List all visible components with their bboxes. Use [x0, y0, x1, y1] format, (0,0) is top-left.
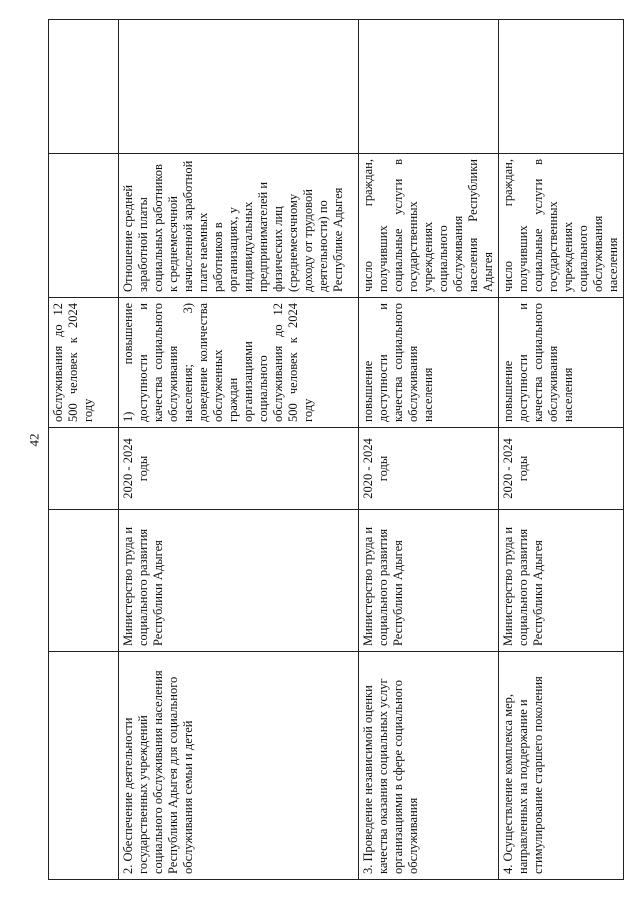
- expected-result-cell: 1) повышение доступности и качества социального обслуживания населения; 3) доведение количества обслуженных граждан организациями социального обслуживания до 12 500 человек к 2024 году: [119, 298, 359, 428]
- executor-cell: Министерство труда и социального развития Республики Адыгея: [359, 510, 499, 652]
- task-cell: 3. Проведение независимой оценки качества оказания социальных услуг организациями в сфере социального обслуживания: [359, 652, 499, 880]
- indicator2-cell: [119, 20, 359, 154]
- executor-cell: [49, 510, 119, 652]
- table-row: [49, 20, 119, 880]
- indicator2-cell: [359, 20, 499, 154]
- period-cell: 2020 - 2024 годы: [499, 428, 624, 510]
- table-row: [499, 20, 624, 880]
- program-measures-table: [48, 19, 624, 880]
- executor-cell: Министерство труда и социального развития Республики Адыгея: [499, 510, 624, 652]
- indicator2-cell: [499, 20, 624, 154]
- table-row: [119, 20, 359, 880]
- rotated-table-container: [48, 20, 620, 880]
- task-cell: [49, 652, 119, 880]
- expected-result-cell: повышение доступности и качества социального обслуживания населения: [499, 298, 624, 428]
- table-row: [359, 20, 499, 880]
- indicator2-cell: [49, 20, 119, 154]
- expected-result-cell: обслуживания до 12 500 человек к 2024 году: [49, 298, 119, 428]
- period-cell: [49, 428, 119, 510]
- indicator-cell: число граждан, получивших социальные услуги в государственных учреждениях социального обслуживания населения Республики Адыгея: [359, 154, 499, 298]
- period-cell: 2020 - 2024 годы: [359, 428, 499, 510]
- indicator-cell: число граждан, получивших социальные услуги в государственных учреждениях социального обслуживания населения: [499, 154, 624, 298]
- indicator-cell: Отношение средней заработной платы социальных работников к среднемесячной начисленной заработной плате наемных работников в организациях, у индивидуальных предпринимателей и физических лиц (среднемесячному доходу от трудовой деятельности) по Республике Адыгея: [119, 154, 359, 298]
- task-cell: 4. Осуществление комплекса мер, направленных на поддержание и стимулирование старшего поколения: [499, 652, 624, 880]
- indicator-cell: [49, 154, 119, 298]
- executor-cell: Министерство труда и социального развития Республики Адыгея: [119, 510, 359, 652]
- page-number: 42: [26, 433, 42, 447]
- period-cell: 2020 - 2024 годы: [119, 428, 359, 510]
- task-cell: 2. Обеспечение деятельности государственных учреждений социального обслуживания населения Республики Адыгея для социального обслуживания семьи и детей: [119, 652, 359, 880]
- expected-result-cell: повышение доступности и качества социального обслуживания населения: [359, 298, 499, 428]
